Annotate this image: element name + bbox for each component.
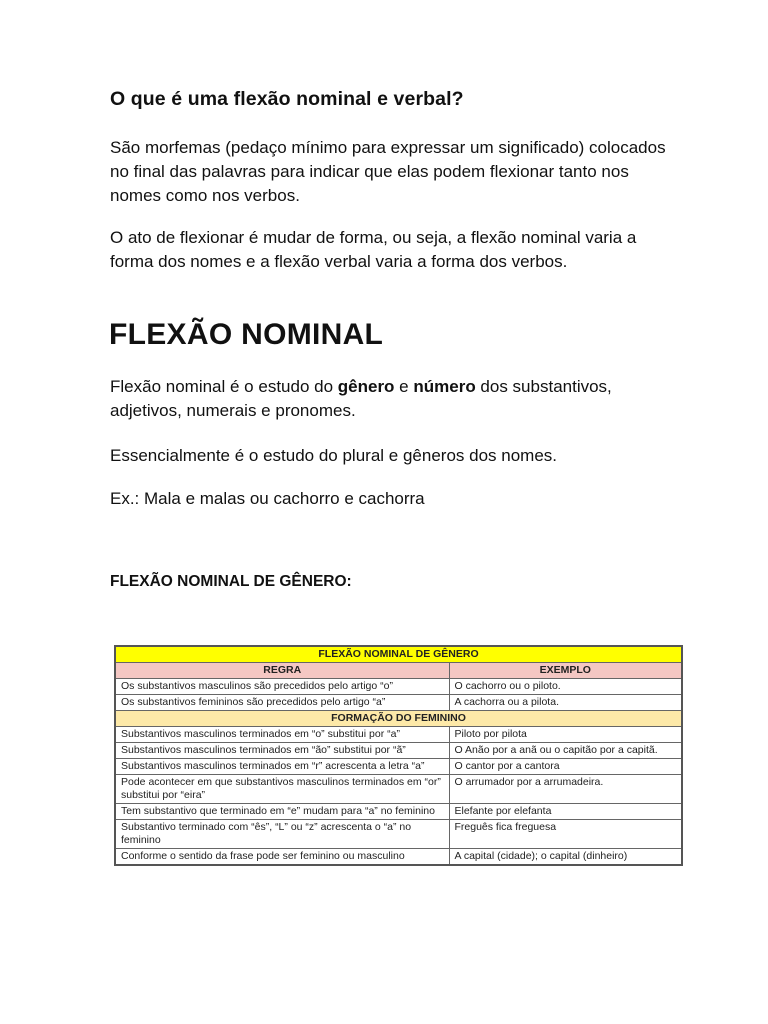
example-cell: O cachorro ou o piloto. <box>449 679 682 695</box>
genero-table-wrapper <box>114 645 681 866</box>
rule-cell: Substantivos masculinos terminados em “o” substitui por “a” <box>115 727 449 743</box>
example-cell: A capital (cidade); o capital (dinheiro) <box>449 849 682 866</box>
definition-bold-numero: número <box>413 377 476 396</box>
example-cell: Elefante por elefanta <box>449 804 682 820</box>
table-row <box>115 695 682 711</box>
rule-cell: Tem substantivo que terminado em “e” mudam para “a” no feminino <box>115 804 449 820</box>
table-row <box>115 775 682 804</box>
essence-paragraph: Essencialmente é o estudo do plural e gêneros dos nomes. <box>110 446 557 465</box>
definition-bold-genero: gênero <box>337 377 395 396</box>
table-header-row <box>115 663 682 679</box>
rule-cell: Os substantivos masculinos são precedidos pelo artigo “o” <box>115 679 449 695</box>
rule-cell: Substantivos masculinos terminados em “ão” substitui por “ã” <box>115 743 449 759</box>
example-cell: O cantor por a cantora <box>449 759 682 775</box>
table-section-row <box>115 711 682 727</box>
rule-cell: Pode acontecer em que substantivos masculinos terminados em “or” substitui por “eira” <box>115 775 449 804</box>
rule-cell: Os substantivos femininos são precedidos pelo artigo “a” <box>115 695 449 711</box>
example-cell: Freguês fica freguesa <box>449 820 682 849</box>
genero-table <box>114 645 683 866</box>
table-row <box>115 759 682 775</box>
table-title: FLEXÃO NOMINAL DE GÊNERO <box>115 646 682 663</box>
example-cell: O Anão por a anã ou o capitão por a capitã. <box>449 743 682 759</box>
example-cell: A cachorra ou a pilota. <box>449 695 682 711</box>
example-cell: Piloto por pilota <box>449 727 682 743</box>
table-row <box>115 743 682 759</box>
example-paragraph: Ex.: Mala e malas ou cachorro e cachorra <box>110 489 425 508</box>
table-row <box>115 804 682 820</box>
table-title-row <box>115 646 682 663</box>
table-row <box>115 679 682 695</box>
rule-cell: Conforme o sentido da frase pode ser feminino ou masculino <box>115 849 449 866</box>
section-heading-flexao-nominal: FLEXÃO NOMINAL <box>109 318 384 351</box>
table-row <box>115 820 682 849</box>
definition-text-3: dos substantivos, adjetivos, numerais e pronomes. <box>110 377 612 420</box>
section-formacao-feminino: FORMAÇÃO DO FEMININO <box>115 711 682 727</box>
intro-paragraph-1: São morfemas (pedaço mínimo para expressar um significado) colocados no final das palavras para indicar que elas podem flexionar tanto nos nomes como nos verbos. <box>110 138 666 205</box>
genero-subheading: FLEXÃO NOMINAL DE GÊNERO: <box>110 573 352 590</box>
table-row <box>115 849 682 866</box>
header-regra: REGRA <box>115 663 449 679</box>
definition-paragraph <box>110 375 670 423</box>
definition-text-1: Flexão nominal é o estudo do <box>110 377 338 396</box>
rule-cell: Substantivo terminado com “ês”, “L” ou “z” acrescenta o “a” no feminino <box>115 820 449 849</box>
rule-cell: Substantivos masculinos terminados em “r” acrescenta a letra “a” <box>115 759 449 775</box>
table-row <box>115 727 682 743</box>
header-exemplo: EXEMPLO <box>449 663 682 679</box>
intro-paragraph-2: O ato de flexionar é mudar de forma, ou seja, a flexão nominal varia a forma dos nomes e a flexão verbal varia a forma dos verbos. <box>110 228 637 271</box>
example-cell: O arrumador por a arrumadeira. <box>449 775 682 804</box>
definition-text-2: e <box>394 377 414 396</box>
question-title: O que é uma flexão nominal e verbal? <box>110 88 464 110</box>
